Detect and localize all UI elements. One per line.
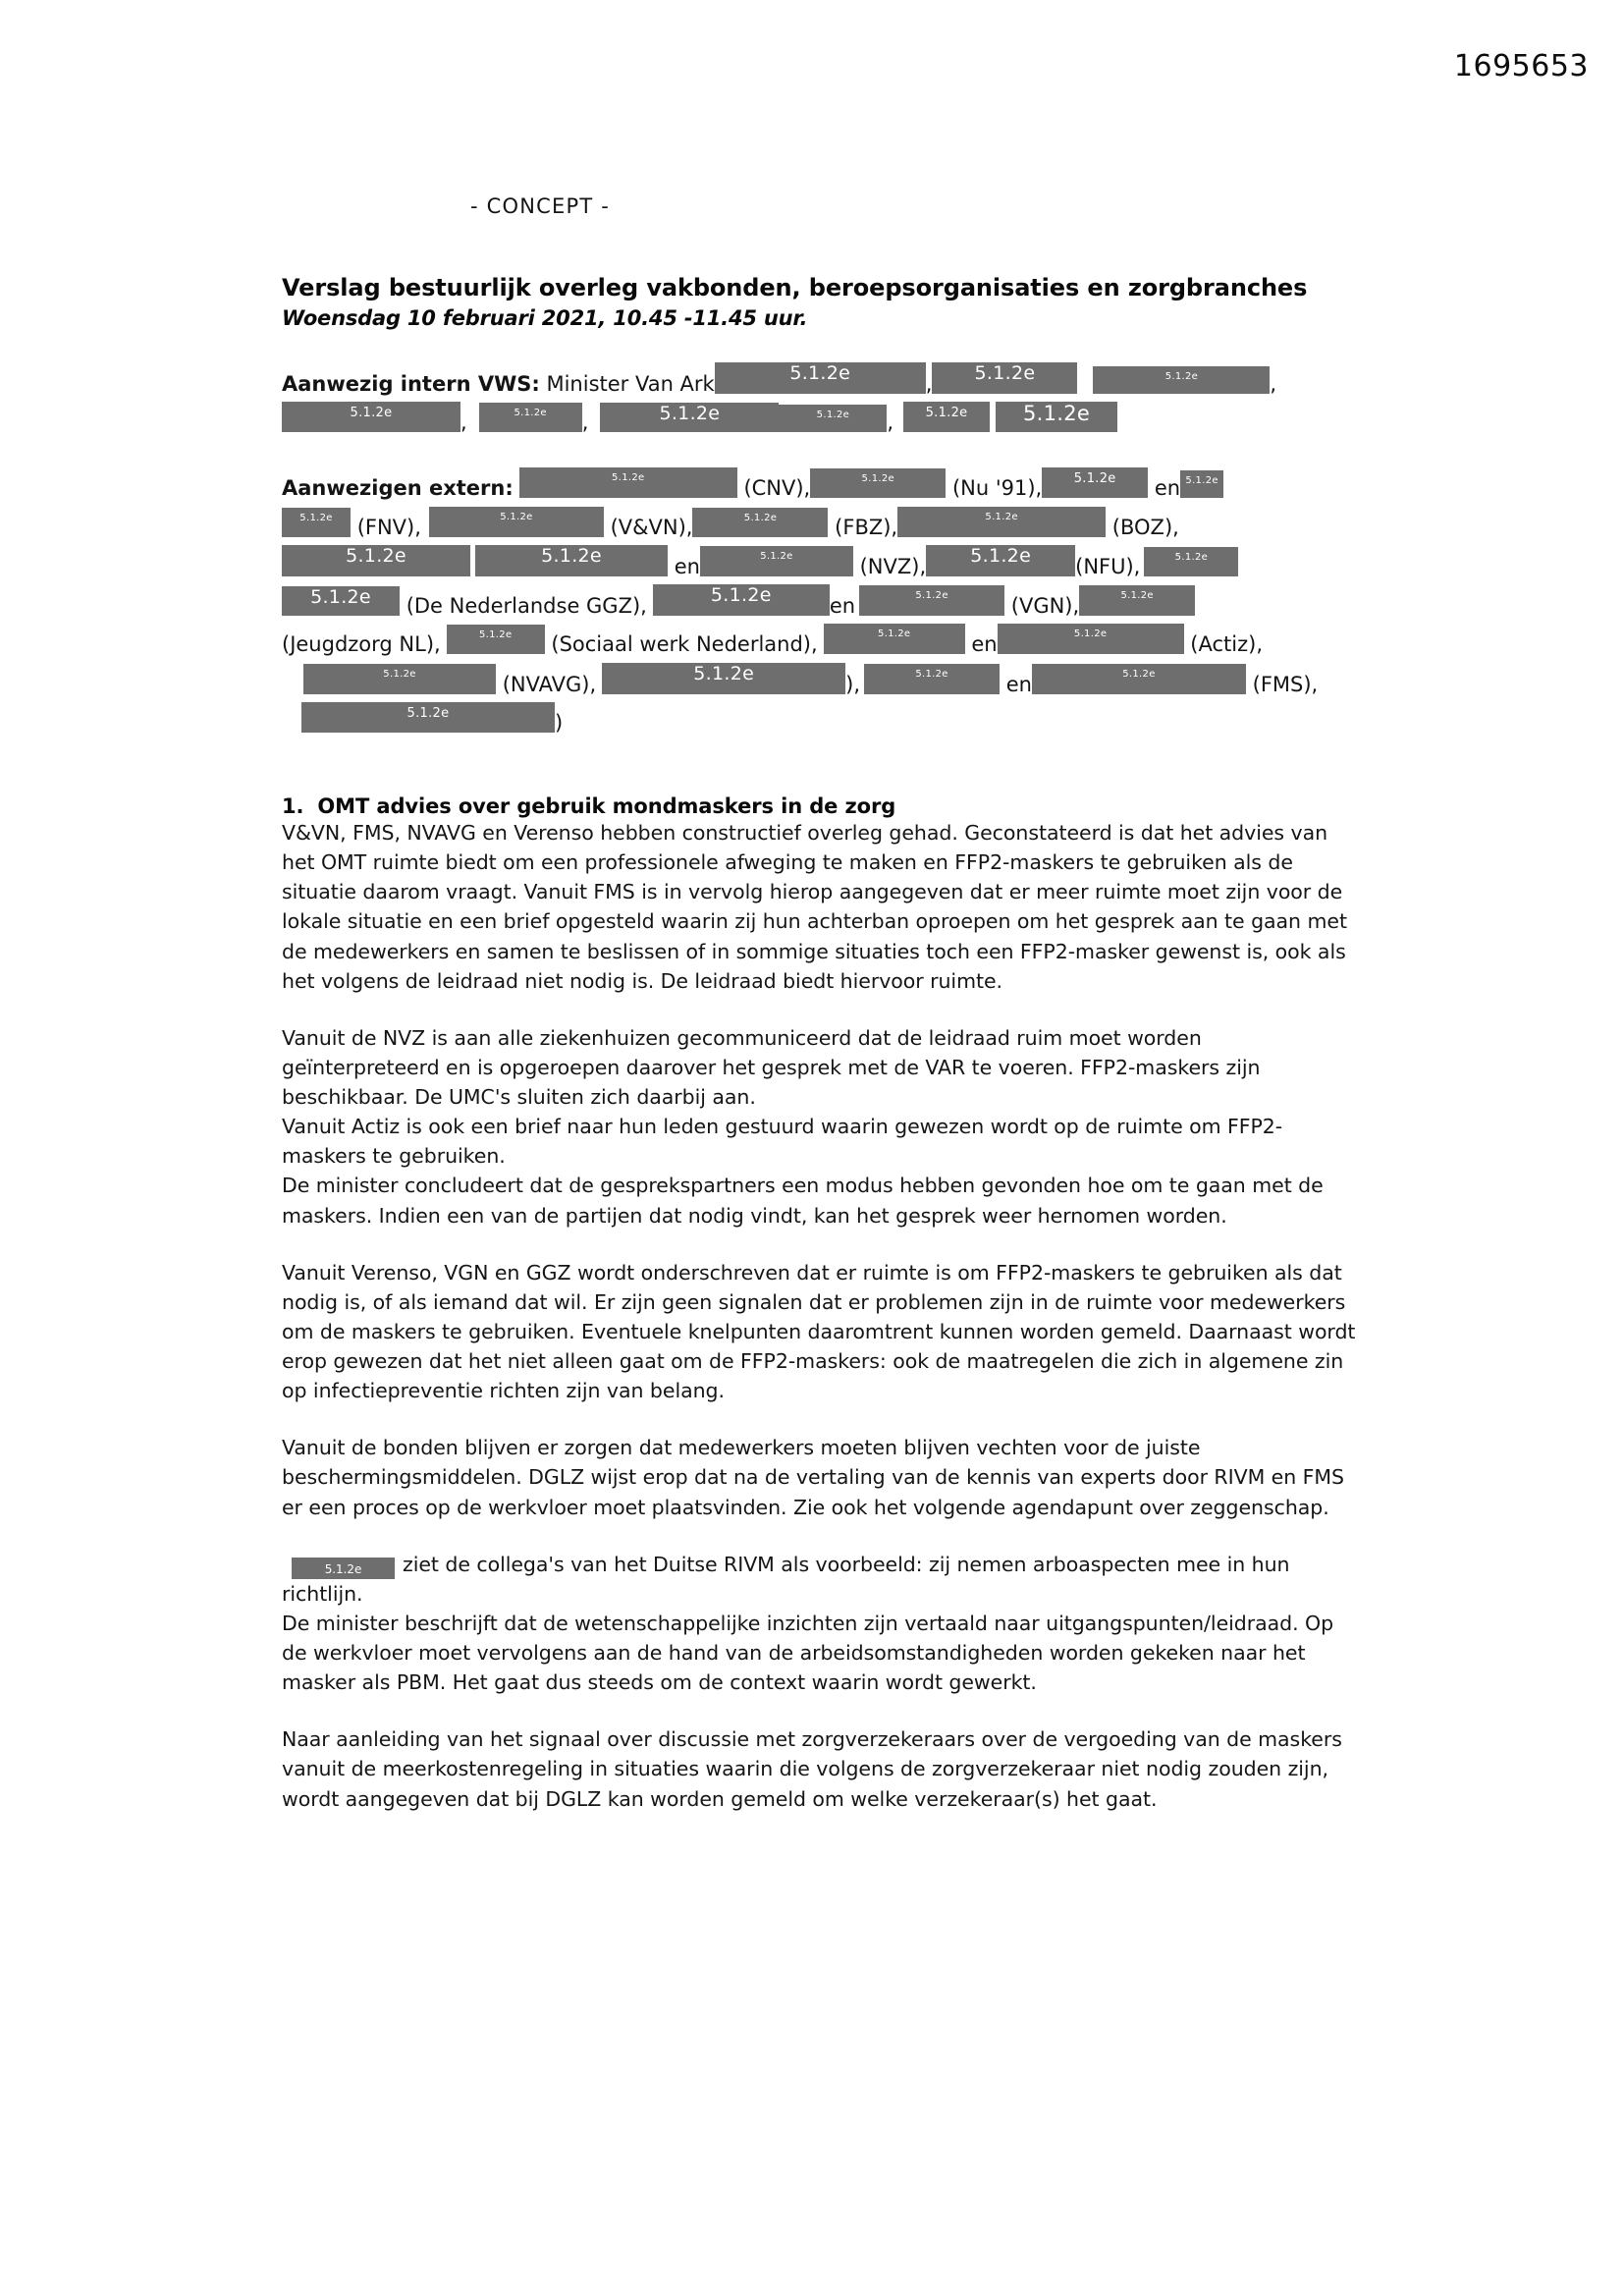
paragraph: Vanuit de bonden blijven er zorgen dat medewerkers moeten blijven vechten voor de juiste beschermingsmiddelen. DGLZ wijst erop dat na de vertaling van de kennis van experts door RIVM en FMS er een proces op de werkvloer moet plaatsvinden. Zie ook het volgende agendapunt over zeggenschap. (282, 1436, 1344, 1519)
org-label: (FBZ), (835, 515, 898, 539)
redaction-box: 5.1.2e (1180, 470, 1223, 498)
redaction-box: 5.1.2e (600, 403, 779, 432)
redaction-box: 5.1.2e (700, 546, 853, 576)
conjunction: en (1154, 476, 1181, 501)
page-title: Verslag bestuurlijk overleg vakbonden, beroepsorganisaties en zorgbranches (282, 274, 1308, 301)
minister-name: Minister Van Ark (546, 372, 715, 396)
org-label: (CNV), (743, 476, 811, 501)
redaction-box: 5.1.2e (282, 508, 351, 537)
redaction-box: 5.1.2e (303, 664, 496, 694)
redaction-box: 5.1.2e (897, 507, 1106, 537)
paragraph: De minister beschrijft dat de wetenschappelijke inzichten zijn vertaald naar uitgangspunten/leidraad. Op de werkvloer moet vervolgens aan de hand van de arbeidsomstandigheden worden gekeken naar het masker als PBM. Het gaat dus steeds om de context waarin wordt gewerkt. (282, 1611, 1334, 1695)
redaction-box: 5.1.2e (859, 585, 1004, 616)
paragraph: Vanuit Verenso, VGN en GGZ wordt onderschreven dat er ruimte is om FFP2-maskers te gebruiken als dat nodig is, of als iemand dat wil. Er zijn geen signalen dat er problemen zijn in de ruimte voor medewerkers om de maskers te gebruiken. Eventuele knelpunten daaromtrent kunnen worden gemeld. Daarnaast wordt erop gewezen dat het niet alleen gaat om de FFP2-maskers: ook de maatregelen die zich in algemene zin op infectiepreventie richten zijn van belang. (282, 1260, 1356, 1403)
redaction-box: 5.1.2e (903, 402, 990, 432)
section-title: OMT advies over gebruik mondmaskers in de zorg (317, 794, 896, 819)
redaction-box: 5.1.2e (1032, 664, 1246, 694)
redaction-box: 5.1.2e (692, 508, 828, 537)
paragraph: Vanuit Actiz is ook een brief naar hun leden gestuurd waarin gewezen wordt op de ruimte om FFP2-maskers te gebruiken. (282, 1115, 1283, 1169)
paragraph: Naar aanleiding van het signaal over discussie met zorgverzekeraars over de vergoeding van de maskers vanuit de meerkostenregeling in situaties waarin die volgens de zorgverzekeraar niet nodig zouden zijn, wordt aangegeven dat bij DGLZ kan worden gemeld om welke verzekeraar(s) het gaat. (282, 1727, 1342, 1811)
conjunction: en (1005, 672, 1032, 696)
org-label: (Sociaal werk Nederland), (551, 632, 818, 657)
conjunction: en (674, 554, 700, 578)
section-number: 1. (282, 794, 304, 819)
org-label: (FMS), (1252, 672, 1319, 696)
conjunction: en (829, 594, 856, 619)
org-label: (De Nederlandse GGZ), (406, 594, 647, 619)
redaction-box: 5.1.2e (932, 362, 1077, 394)
org-label: (NVAVG), (502, 672, 597, 696)
attendees-external-block (282, 465, 1357, 738)
redaction-box: 5.1.2e (824, 624, 965, 654)
redaction-box: 5.1.2e (1093, 366, 1270, 394)
paragraph: V&VN, FMS, NVAVG en Verenso hebben constructief overleg gehad. Geconstateerd is dat het advies van het OMT ruimte biedt om een professionele afweging te maken en FFP2-maskers te gebruiken als de situatie daarom vraagt. Vanuit FMS is in vervolg hierop aangegeven dat er meer ruimte moet zijn voor de lokale situatie en een brief opgesteld waarin zij hun achterban oproepen om het gesprek aan te gaan met de medewerkers en samen te beslissen of in sommige situaties toch een FFP2-masker gewenst is, ook als het volgens de leidraad niet nodig is. De leidraad biedt hiervoor ruimte. (282, 821, 1347, 993)
org-label: (V&VN), (610, 515, 693, 539)
redaction-box: 5.1.2e (864, 664, 1000, 694)
org-label: ), (845, 672, 861, 696)
redaction-box: 5.1.2e (282, 402, 460, 432)
redaction-box: 5.1.2e (479, 403, 582, 432)
redaction-box: 5.1.2e (996, 402, 1117, 432)
redaction-box: 5.1.2e (301, 702, 555, 733)
redaction-box: 5.1.2e (926, 545, 1075, 576)
redaction-box: 5.1.2e (1144, 547, 1238, 576)
redaction-box: 5.1.2e (475, 545, 668, 576)
paragraph: Vanuit de NVZ is aan alle ziekenhuizen gecommuniceerd dat de leidraad ruim moet worden geïnterpreteerd en is opgeroepen daarover het gesprek met de VAR te voeren. FFP2-maskers zijn beschikbaar. De UMC's sluiten zich daarbij aan. (282, 1025, 1261, 1110)
section-1-heading (282, 794, 1357, 818)
paragraph-with-redaction (282, 1550, 1357, 1609)
redaction-box: 5.1.2e (519, 467, 737, 498)
redaction-box: 5.1.2e (447, 625, 545, 654)
attendees-internal-label: Aanwezig intern VWS: (282, 372, 540, 396)
redaction-box: 5.1.2e (282, 545, 470, 576)
org-label: (Jeugdzorg NL), (282, 632, 441, 657)
concept-marker: - CONCEPT - (469, 194, 611, 218)
redaction-box: 5.1.2e (1042, 467, 1148, 498)
redaction-box: 5.1.2e (1079, 585, 1195, 616)
org-label: (VGN), (1010, 594, 1080, 619)
document-id-number: 1695653 (1453, 49, 1589, 83)
org-label: (Nu '91), (951, 476, 1043, 501)
org-label: (NVZ), (859, 554, 927, 578)
document-content (282, 273, 1357, 1814)
redaction-box: 5.1.2e (429, 507, 604, 537)
page-subtitle: Woensdag 10 februari 2021, 10.45 -11.45 uur. (282, 306, 808, 330)
attendees-internal-block: Aanwezig intern VWS: Minister Van Ark 5.1.2e , 5.1.2e 5.1.2e , 5.1.2e , 5.1.2e , 5.1.2e 5.1.2e , 5.1.2e 5.1.2e (282, 362, 1277, 435)
org-label: ) (555, 710, 564, 735)
redaction-box: 5.1.2e (602, 663, 845, 694)
redaction-box: 5.1.2e (653, 584, 830, 616)
redaction-box: 5.1.2e (810, 468, 946, 498)
attendees-external-label: Aanwezigen extern: (282, 476, 514, 501)
paragraph-text: ziet de collega's van het Duitse RIVM als voorbeeld: zij nemen arboaspecten mee in hun richtlijn. (282, 1552, 1290, 1606)
org-label: (Actiz), (1190, 632, 1263, 657)
redaction-box: 5.1.2e (292, 1558, 395, 1579)
redaction-box: 5.1.2e (779, 405, 887, 432)
redaction-box: 5.1.2e (998, 624, 1184, 654)
redaction-box: 5.1.2e (282, 586, 400, 616)
org-label: (NFU), (1075, 554, 1141, 578)
org-label: (BOZ), (1111, 515, 1179, 539)
redaction-box: 5.1.2e (715, 362, 926, 394)
paragraph: De minister concludeert dat de gesprekspartners een modus hebben gevonden hoe om te gaan met de maskers. Indien een van de partijen dat nodig vindt, kan het gesprek weer hernomen worden. (282, 1174, 1324, 1228)
org-label: (FNV), (356, 515, 421, 539)
conjunction: en (971, 632, 998, 657)
